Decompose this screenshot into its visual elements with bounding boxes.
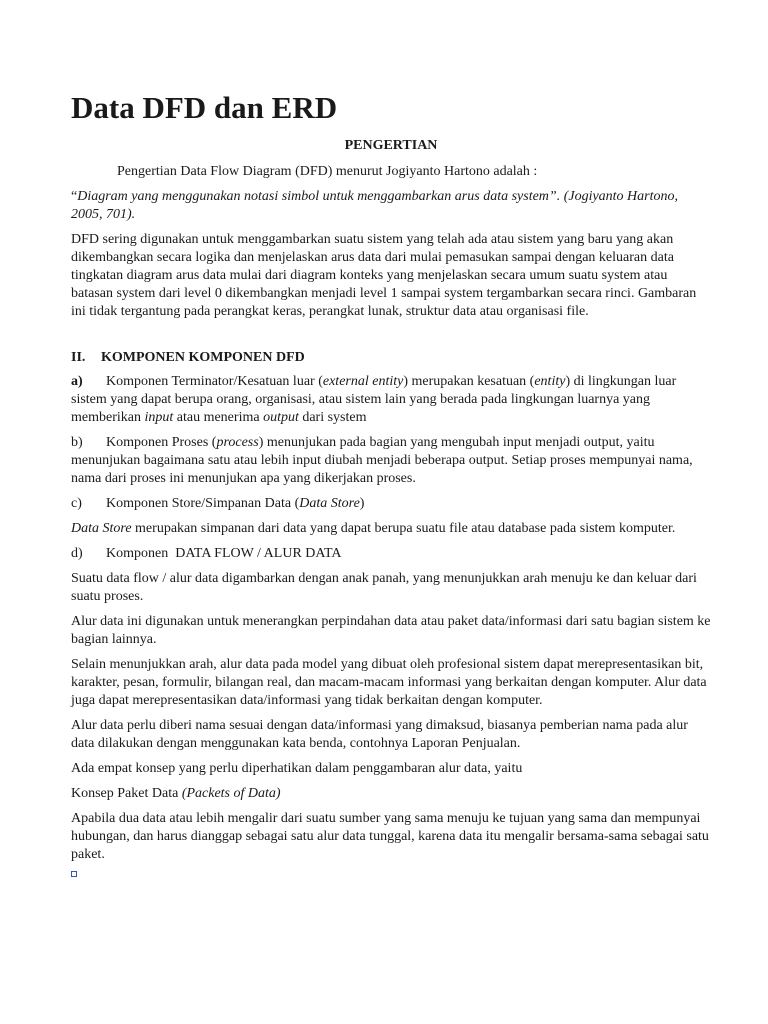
komponen-c-text-2: ) xyxy=(359,496,365,511)
pengertian-intro: Pengertian Data Flow Diagram (DFD) menurut Jogiyanto Hartono adalah : xyxy=(117,164,538,179)
komponen-a-italic-3: input xyxy=(144,410,174,425)
komponen-heading xyxy=(71,349,711,367)
komponen-b-italic-1: process xyxy=(216,435,259,450)
data-flow-paragraph-5: Ada empat konsep yang perlu diperhatikan dalam penggambaran alur data, yaitu xyxy=(71,761,523,776)
document-page xyxy=(71,90,711,877)
list-marker-c: c) xyxy=(71,496,82,511)
document-title: Data DFD dan ERD xyxy=(71,90,338,125)
komponen-d-text: Komponen DATA FLOW / ALUR DATA xyxy=(106,546,342,561)
data-flow-paragraph-1: Suatu data flow / alur data digambarkan dengan anak panah, yang menunjukkan arah menuju ke dan keluar dari suatu proses. xyxy=(71,571,697,604)
pengertian-heading: PENGERTIAN xyxy=(344,138,438,153)
data-store-italic: Data Store xyxy=(71,521,132,536)
konsep-paket-data-heading xyxy=(71,785,711,803)
komponen-d-paragraph xyxy=(71,545,711,563)
komponen-c-text-1: Komponen Store/Simpanan Data ( xyxy=(106,496,300,511)
dfd-description-paragraph: DFD sering digunakan untuk menggambarkan suatu sistem yang telah ada atau sistem yang baru yang akan dikembangkan secara logika dan menjelaskan arus data dari mulai pemasukan sampai dengan keluaran data tingkatan diagram arus data mulai dari diagram konteks yang menjelaskan secara umum suatu system atau batasan system dari level 0 dikembangkan menjadi level 1 sampai system tergambarkan secara rinci. Gambaran ini tidak tergantung pada perangkat keras, perangkat lunak, struktur data atau organisasi file. xyxy=(71,232,697,319)
konsep-text: Konsep Paket Data xyxy=(71,786,182,801)
komponen-b-paragraph xyxy=(71,434,711,488)
komponen-a-paragraph xyxy=(71,373,711,427)
komponen-a-text-2: ) merupakan kesatuan ( xyxy=(403,374,535,389)
komponen-a-text-4: atau menerima xyxy=(173,410,264,425)
komponen-a-text-1: Komponen Terminator/Kesatuan luar ( xyxy=(106,374,323,389)
list-marker-b: b) xyxy=(71,435,83,450)
komponen-a-italic-2: entity xyxy=(534,374,566,389)
data-store-paragraph xyxy=(71,520,711,538)
komponen-c-paragraph xyxy=(71,495,711,513)
komponen-b-text-1: Komponen Proses ( xyxy=(106,435,217,450)
paragraph-end-marker xyxy=(71,871,77,877)
quote-text: Diagram yang menggunakan notasi simbol untuk menggambarkan arus data system”. (Jogiyanto Hartono, 2005, 701). xyxy=(71,189,679,222)
data-flow-paragraph-4: Alur data perlu diberi nama sesuai dengan data/informasi yang dimaksud, biasanya pemberian nama pada alur data dilakukan dengan menggunakan kata benda, contohnya Laporan Penjualan. xyxy=(71,718,688,751)
komponen-b-text-2: ) menunjukan pada bagian yang mengubah input menjadi output, yaitu menunjukan bagaimana satu atau lebih input diubah menjadi beberapa output. Setiap proses mempunyai nama, nama dari proses ini menunjukan apa yang dikerjakan proses. xyxy=(71,435,693,486)
quote-open-mark: “ xyxy=(71,189,78,204)
komponen-a-italic-4: output xyxy=(263,410,299,425)
komponen-heading-text: KOMPONEN KOMPONEN DFD xyxy=(101,350,305,365)
komponen-heading-number: II. xyxy=(71,350,86,365)
definition-quote xyxy=(71,188,711,224)
konsep-italic: (Packets of Data) xyxy=(181,786,281,801)
komponen-a-italic-1: external entity xyxy=(322,374,404,389)
komponen-a-text-5: dari system xyxy=(298,410,367,425)
komponen-c-italic-1: Data Store xyxy=(299,496,360,511)
data-flow-paragraph-2: Alur data ini digunakan untuk menerangkan perpindahan data atau paket data/informasi dari satu bagian sistem ke bagian lainnya. xyxy=(71,614,711,647)
list-marker-d: d) xyxy=(71,546,83,561)
komponen-a-text-3: ) di lingkungan luar sistem yang dapat berupa orang, organisasi, atau sistem lain yang berada pada lingkungan luarnya yang memberikan xyxy=(71,374,677,425)
data-store-text: merupakan simpanan dari data yang dapat berupa suatu file atau database pada sistem komputer. xyxy=(131,521,676,536)
data-flow-paragraph-3: Selain menunjukkan arah, alur data pada model yang dibuat oleh profesional sistem dapat merepresentasikan bit, karakter, pesan, formulir, bilangan real, dan macam-macam informasi yang berkaitan dengan komputer. Alur data juga dapat merepresentasikan data/informasi yang tidak berkaitan dengan komputer. xyxy=(71,657,707,708)
list-marker-a: a) xyxy=(71,374,83,389)
data-flow-paragraph-6: Apabila dua data atau lebih mengalir dari suatu sumber yang sama menuju ke tujuan yang sama dan mempunyai hubungan, dan harus dianggap sebagai satu alur data tunggal, karena data itu mengalir bersama-sama sebagai satu paket. xyxy=(71,811,709,862)
